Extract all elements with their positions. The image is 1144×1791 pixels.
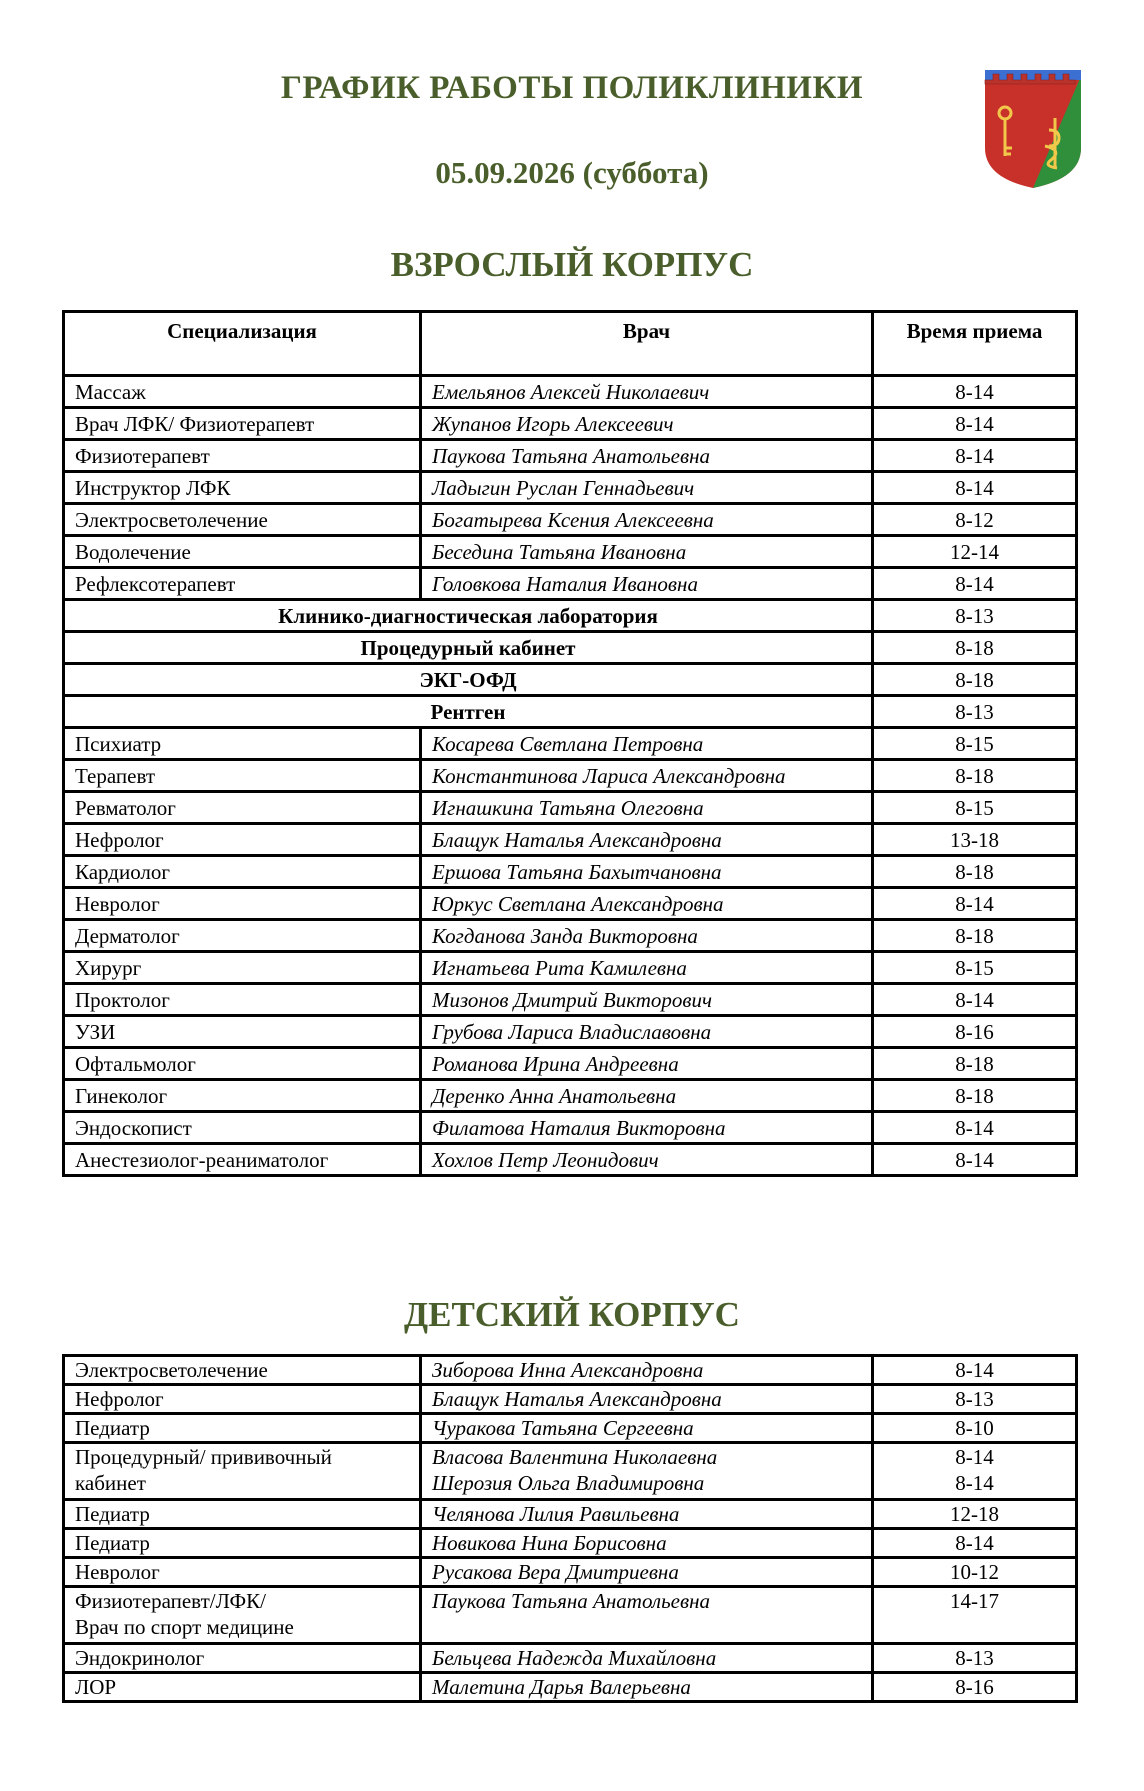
- time-cell: [873, 1644, 1077, 1673]
- time-line: 8-13: [955, 1387, 994, 1411]
- specialization-cell: Невролог: [64, 888, 421, 920]
- specialization-cell: Хирург: [64, 952, 421, 984]
- table-row: [64, 1385, 1077, 1414]
- doctor-cell: [421, 1673, 873, 1702]
- time-cell: 8-18: [873, 856, 1077, 888]
- specialization-line: Педиатр: [75, 1502, 150, 1526]
- specialization-cell: [64, 1500, 421, 1529]
- doctor-cell: [421, 1558, 873, 1587]
- time-cell: 12-14: [873, 536, 1077, 568]
- time-cell: [873, 1414, 1077, 1443]
- page-title: ГРАФИК РАБОТЫ ПОЛИКЛИНИКИ: [280, 70, 864, 106]
- specialization-cell: [64, 1414, 421, 1443]
- doctor-cell: Романова Ирина Андреевна: [421, 1048, 873, 1080]
- time-cell: [873, 1587, 1077, 1644]
- time-cell: 8-14: [873, 440, 1077, 472]
- doctor-cell: Игнашкина Татьяна Олеговна: [421, 792, 873, 824]
- specialization-cell: [64, 1673, 421, 1702]
- time-cell: 8-13: [873, 600, 1077, 632]
- doctor-cell: Жупанов Игорь Алексеевич: [421, 408, 873, 440]
- doctor-cell: Константинова Лариса Александровна: [421, 760, 873, 792]
- doctor-cell: [421, 1443, 873, 1500]
- table-row: [64, 952, 1077, 984]
- doctor-line: Зиборова Инна Александровна: [432, 1358, 704, 1382]
- doctor-cell: Грубова Лариса Владиславовна: [421, 1016, 873, 1048]
- table-row: [64, 504, 1077, 536]
- table-row: [64, 1144, 1077, 1176]
- table-row: [64, 984, 1077, 1016]
- time-cell: 8-14: [873, 472, 1077, 504]
- specialization-cell: Психиатр: [64, 728, 421, 760]
- table-row: [64, 408, 1077, 440]
- table-row: [64, 1016, 1077, 1048]
- time-cell: [873, 1529, 1077, 1558]
- doctor-cell: Юркус Светлана Александровна: [421, 888, 873, 920]
- doctor-line: Русакова Вера Дмитриевна: [432, 1560, 679, 1584]
- doctor-cell: Хохлов Петр Леонидович: [421, 1144, 873, 1176]
- doctor-line: Малетина Дарья Валерьевна: [432, 1675, 691, 1699]
- specialization-line: Педиатр: [75, 1416, 150, 1440]
- table-row: [64, 632, 1077, 664]
- time-cell: 8-14: [873, 888, 1077, 920]
- table-row: [64, 1443, 1077, 1500]
- specialization-line: Процедурный/ прививочный: [75, 1445, 332, 1469]
- column-header-time: Время приема: [873, 312, 1077, 376]
- doctor-cell: Когданова Занда Викторовна: [421, 920, 873, 952]
- department-cell: Рентген: [64, 696, 873, 728]
- time-cell: 8-18: [873, 1080, 1077, 1112]
- specialization-line: ЛОР: [75, 1675, 117, 1699]
- department-cell: Процедурный кабинет: [64, 632, 873, 664]
- table-row: [64, 1414, 1077, 1443]
- table-row: [64, 376, 1077, 408]
- doctor-cell: Ладыгин Руслан Геннадьевич: [421, 472, 873, 504]
- doctor-line: Бельцева Надежда Михайловна: [432, 1646, 717, 1670]
- doctor-line: Чуракова Татьяна Сергеевна: [432, 1416, 694, 1440]
- specialization-line: Невролог: [75, 1560, 160, 1584]
- time-cell: 8-12: [873, 504, 1077, 536]
- specialization-cell: Офтальмолог: [64, 1048, 421, 1080]
- table-row: [64, 600, 1077, 632]
- table-row: [64, 1080, 1077, 1112]
- specialization-cell: Массаж: [64, 376, 421, 408]
- time-cell: 8-16: [873, 1016, 1077, 1048]
- specialization-line: Нефролог: [75, 1387, 164, 1411]
- time-line: 8-14: [955, 1531, 994, 1555]
- table-row: [64, 1529, 1077, 1558]
- time-cell: [873, 1385, 1077, 1414]
- time-cell: [873, 1558, 1077, 1587]
- children-building-heading: ДЕТСКИЙ КОРПУС: [404, 1295, 740, 1334]
- specialization-cell: Ревматолог: [64, 792, 421, 824]
- time-line: 8-13: [955, 1646, 994, 1670]
- table-row: [64, 728, 1077, 760]
- doctor-cell: Паукова Татьяна Анатольевна: [421, 440, 873, 472]
- time-cell: 8-18: [873, 1048, 1077, 1080]
- specialization-cell: УЗИ: [64, 1016, 421, 1048]
- time-cell: [873, 1356, 1077, 1385]
- specialization-cell: Кардиолог: [64, 856, 421, 888]
- time-cell: 8-13: [873, 696, 1077, 728]
- specialization-line: Врач по спорт медицине: [75, 1615, 294, 1639]
- time-line: 10-12: [950, 1560, 999, 1584]
- time-line: 8-14: [955, 1358, 994, 1382]
- specialization-cell: Терапевт: [64, 760, 421, 792]
- time-cell: [873, 1673, 1077, 1702]
- time-cell: 8-14: [873, 376, 1077, 408]
- doctor-cell: [421, 1587, 873, 1644]
- doctor-line: Блащук Наталья Александровна: [432, 1387, 722, 1411]
- specialization-cell: [64, 1587, 421, 1644]
- time-cell: 8-14: [873, 568, 1077, 600]
- specialization-cell: Водолечение: [64, 536, 421, 568]
- doctor-cell: [421, 1356, 873, 1385]
- doctor-line: Шерозия Ольга Владимировна: [432, 1471, 705, 1495]
- doctor-cell: Богатырева Ксения Алексеевна: [421, 504, 873, 536]
- table-row: [64, 792, 1077, 824]
- time-cell: 8-18: [873, 664, 1077, 696]
- doctor-cell: Блащук Наталья Александровна: [421, 824, 873, 856]
- time-cell: [873, 1500, 1077, 1529]
- doctor-cell: [421, 1385, 873, 1414]
- doctor-cell: Головкова Наталия Ивановна: [421, 568, 873, 600]
- time-cell: 8-18: [873, 760, 1077, 792]
- specialization-cell: [64, 1558, 421, 1587]
- doctor-cell: Деренко Анна Анатольевна: [421, 1080, 873, 1112]
- adult-building-heading: ВЗРОСЛЫЙ КОРПУС: [390, 245, 754, 284]
- doctor-line: Челянова Лилия Равильевна: [432, 1502, 680, 1526]
- doctor-line: Власова Валентина Николаевна: [432, 1445, 718, 1469]
- specialization-line: Эндокринолог: [75, 1646, 205, 1670]
- specialization-cell: Врач ЛФК/ Физиотерапевт: [64, 408, 421, 440]
- time-cell: 8-18: [873, 920, 1077, 952]
- table-row: [64, 856, 1077, 888]
- doctor-cell: [421, 1529, 873, 1558]
- doctor-cell: Ершова Татьяна Бахытчановна: [421, 856, 873, 888]
- time-cell: [873, 1443, 1077, 1500]
- department-cell: Клинико-диагностическая лаборатория: [64, 600, 873, 632]
- time-line: 8-14: [955, 1445, 994, 1469]
- time-cell: 8-14: [873, 408, 1077, 440]
- specialization-cell: Дерматолог: [64, 920, 421, 952]
- time-line: 12-18: [950, 1502, 999, 1526]
- table-row: [64, 1673, 1077, 1702]
- doctor-cell: Беседина Татьяна Ивановна: [421, 536, 873, 568]
- time-line: 14-17: [950, 1589, 999, 1613]
- doctor-cell: Игнатьева Рита Камилевна: [421, 952, 873, 984]
- time-cell: 8-14: [873, 984, 1077, 1016]
- table-row: [64, 920, 1077, 952]
- adult-schedule-table: [62, 310, 1078, 1177]
- doctor-cell: [421, 1414, 873, 1443]
- doctor-cell: Филатова Наталия Викторовна: [421, 1112, 873, 1144]
- specialization-cell: Электросветолечение: [64, 504, 421, 536]
- time-line: 8-16: [955, 1675, 994, 1699]
- doctor-line: Паукова Татьяна Анатольевна: [432, 1589, 710, 1613]
- schedule-date: 05.09.2026 (суббота): [435, 155, 709, 190]
- specialization-cell: [64, 1356, 421, 1385]
- specialization-cell: Рефлексотерапевт: [64, 568, 421, 600]
- city-coat-of-arms-icon: [983, 68, 1083, 190]
- column-header-doctor: Врач: [421, 312, 873, 376]
- specialization-cell: Проктолог: [64, 984, 421, 1016]
- time-cell: 8-18: [873, 632, 1077, 664]
- specialization-cell: [64, 1385, 421, 1414]
- time-line: 8-10: [955, 1416, 994, 1440]
- specialization-cell: [64, 1644, 421, 1673]
- specialization-cell: [64, 1443, 421, 1500]
- table-row: [64, 1048, 1077, 1080]
- specialization-cell: Нефролог: [64, 824, 421, 856]
- table-row: [64, 536, 1077, 568]
- doctor-line: Новикова Нина Борисовна: [432, 1531, 667, 1555]
- table-row: [64, 1356, 1077, 1385]
- table-row: [64, 1500, 1077, 1529]
- time-cell: 8-15: [873, 792, 1077, 824]
- table-row: [64, 664, 1077, 696]
- table-row: [64, 1587, 1077, 1644]
- specialization-line: Педиатр: [75, 1531, 150, 1555]
- table-row: [64, 696, 1077, 728]
- column-header-specialization: Специализация: [64, 312, 421, 376]
- specialization-cell: [64, 1529, 421, 1558]
- time-line: 8-14: [955, 1471, 994, 1495]
- table-row: [64, 1112, 1077, 1144]
- table-row: [64, 568, 1077, 600]
- table-row: [64, 824, 1077, 856]
- department-cell: ЭКГ-ОФД: [64, 664, 873, 696]
- specialization-line: Электросветолечение: [75, 1358, 268, 1382]
- table-row: [64, 888, 1077, 920]
- doctor-cell: Мизонов Дмитрий Викторович: [421, 984, 873, 1016]
- time-cell: 8-14: [873, 1112, 1077, 1144]
- time-cell: 8-15: [873, 952, 1077, 984]
- table-row: [64, 1644, 1077, 1673]
- table-row: [64, 472, 1077, 504]
- time-cell: 8-14: [873, 1144, 1077, 1176]
- time-cell: 8-15: [873, 728, 1077, 760]
- table-header-row: [64, 312, 1077, 376]
- children-schedule-table: [62, 1354, 1078, 1703]
- doctor-cell: [421, 1500, 873, 1529]
- specialization-line: Физиотерапевт/ЛФК/: [75, 1589, 266, 1613]
- table-row: [64, 760, 1077, 792]
- table-row: [64, 1558, 1077, 1587]
- doctor-cell: Косарева Светлана Петровна: [421, 728, 873, 760]
- specialization-cell: Инструктор ЛФК: [64, 472, 421, 504]
- doctor-cell: Емельянов Алексей Николаевич: [421, 376, 873, 408]
- specialization-cell: Гинеколог: [64, 1080, 421, 1112]
- doctor-cell: [421, 1644, 873, 1673]
- specialization-line: кабинет: [75, 1471, 146, 1495]
- specialization-cell: Эндоскопист: [64, 1112, 421, 1144]
- specialization-cell: Анестезиолог-реаниматолог: [64, 1144, 421, 1176]
- table-row: [64, 440, 1077, 472]
- time-cell: 13-18: [873, 824, 1077, 856]
- specialization-cell: Физиотерапевт: [64, 440, 421, 472]
